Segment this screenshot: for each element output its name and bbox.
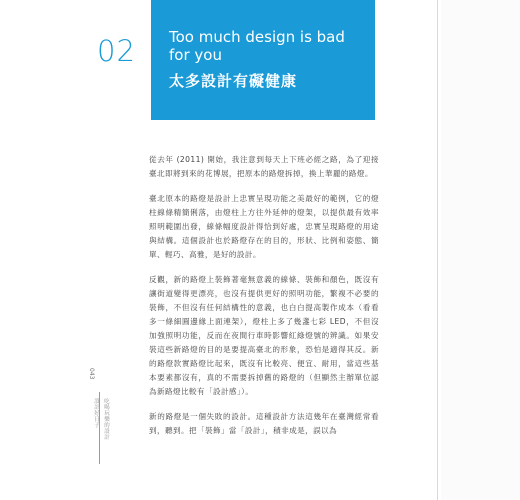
page-margin <box>441 0 520 500</box>
chapter-title-block <box>151 0 375 120</box>
running-head-book: 設計好日子 <box>93 398 99 428</box>
chapter-title-chinese: 太多設計有礙健康 <box>169 72 298 90</box>
chapter-number: 02 <box>97 34 136 68</box>
paragraph: 臺北原本的路燈是設計上忠實呈現功能之美最好的範例，它的燈柱線條精簡俐落，由燈柱上方往外延伸的燈架，以提供最有效率照明範圍出發，線條幅度設計得恰到好處，忠實呈現路燈的用途與結構。這個設計也於路燈存在的目的，形狀、比例和姿態、簡單、輕巧、高雅，是好的設計。 <box>149 194 379 259</box>
paragraph: 反觀，新的路燈上裝飾著毫無意義的線條、裝飾和顏色，既沒有讓街道變得更漂亮，也沒有提供更好的照明功能，繁複不必要的裝飾，不但沒有任何結構性的意義，也白白提高製作成本（看看多一條細圓邊緣上面連架），燈柱上多了幾盞七彩 LED，不但沒加強照明功能，反而在夜間行車時影響紅綠燈號的辨識。如果安裝這些新路燈的目的是要提高臺北的形象，恐怕是適得其反。新的路燈款實路燈比起來，既沒有比較亮、便宜、耐用，當這些基本要素都沒有，真的不需要拆掉舊的路燈的（但顯然主辦單位認為新路燈比較有「設計感」）。 <box>149 275 379 396</box>
chapter-title-english: Too much design is bad for you <box>169 28 345 64</box>
running-head-section: 吃喝玩樂的設計 <box>103 398 109 440</box>
paragraph: 新的路燈是一個失敗的設計。這種設計方法這幾年在臺灣經常看到，聽到。把「裝飾」當「設計」，積非成是，誤以為 <box>149 412 379 435</box>
page-edge-line <box>437 0 438 500</box>
paragraph: 從去年 (2011) 開始，我注意到每天上下班必經之路，為了迎接臺北即將到來的花博展，把原本的路燈拆掉，換上華麗的路燈。 <box>149 155 379 178</box>
page-number: 043 <box>88 368 95 380</box>
body-text <box>149 153 379 449</box>
